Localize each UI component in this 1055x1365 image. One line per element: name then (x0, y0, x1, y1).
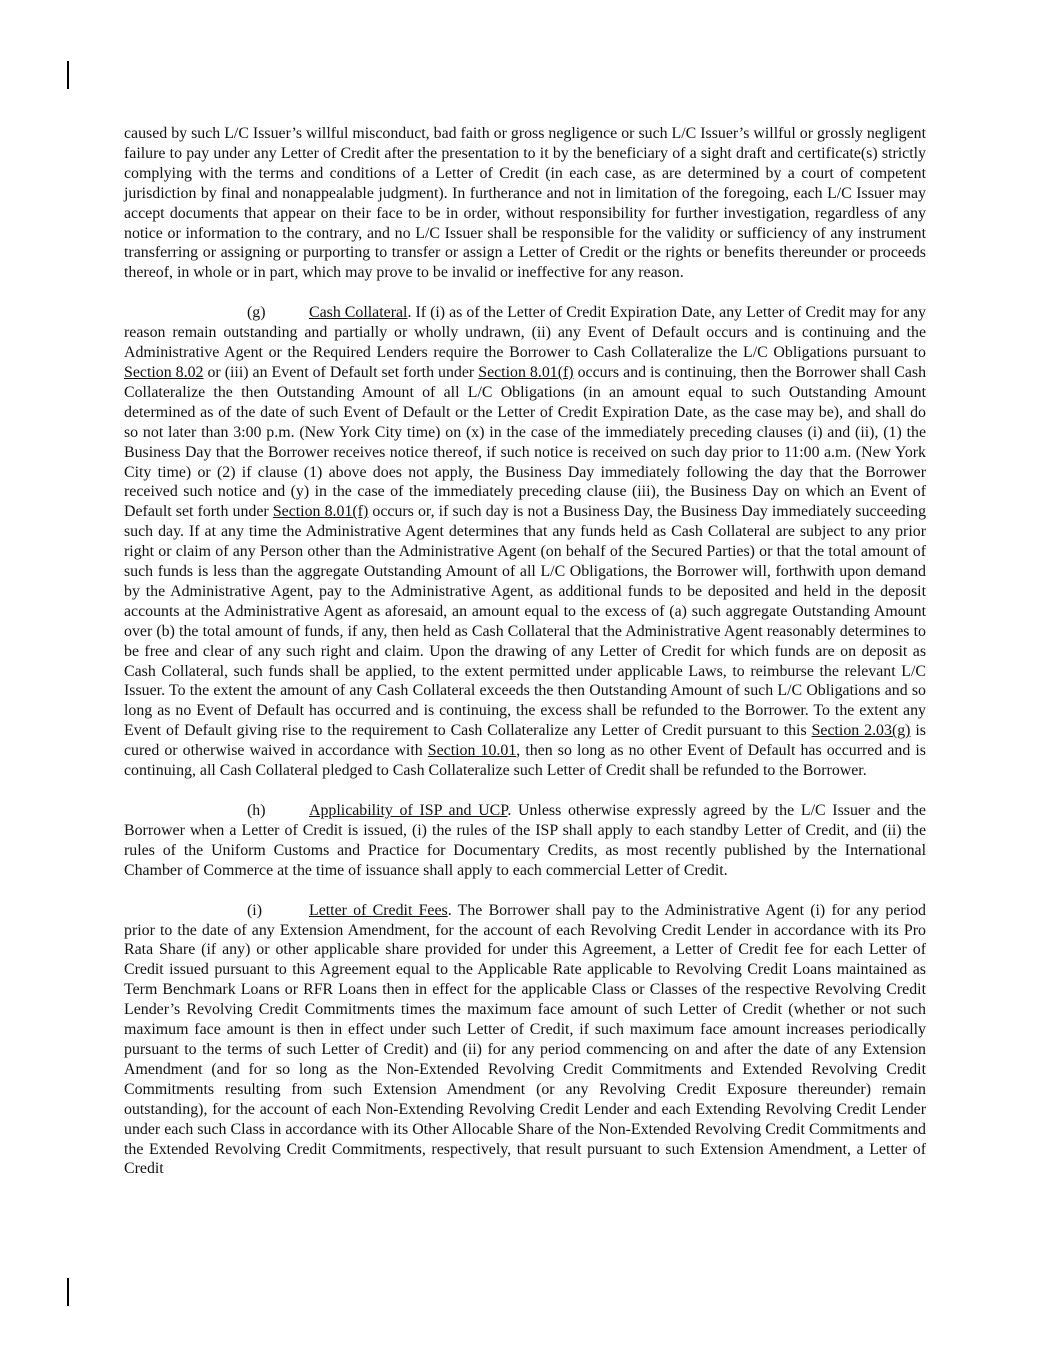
section-ref-8-01f: Section 8.01(f) (478, 363, 574, 381)
paragraph-f-continued (124, 124, 926, 283)
paragraph-h-text: . Unless otherwise expressly agreed by the L/C Issuer and the Borrower when a Letter of Credit is issued, (i) the rules of the ISP shall apply to each standby Letter of Credit, and (ii) the rules of the Uniform Customs and Practice for Documentary Credits, as most recently published by the International Chamber of Commerce at the time of issuance shall apply to each commercial Letter of Credit. (124, 802, 926, 879)
paragraph-g-text-1: . If (i) as of the Letter of Credit Expiration Date, any Letter of Credit may for any reason remain outstanding and partially or wholly undrawn, (ii) any Event of Default occurs and is continuing and the Administrative Agent or the Required Lenders require the Borrower to Cash Collateralize the L/C Obligations pursuant to (124, 304, 926, 362)
paragraph-g-text-5: is cured or otherwise waived in accordance with (124, 722, 926, 760)
heading-lc-fees: Letter of Credit Fees (309, 901, 448, 919)
paragraph-g (124, 303, 926, 781)
clause-marker-g: (g) (247, 304, 266, 322)
document-body (124, 124, 926, 1199)
paragraph-g-text-3: occurs and is continuing, then the Borrower shall Cash Collateralize the then Outstanding Amount of all L/C Obligations (in an amount equal to such Outstanding Amount determined as of the date of such Event of Default or the Letter of Credit Expiration Date, as the case may be), and shall do so not later than 3:00 p.m. (New York City time) on (x) in the case of the immediately preceding clauses (i) and (ii), (1) the Business Day that the Borrower receives notice thereof, if such notice is received on such day prior to 11:00 a.m. (New York City time) or (2) if clause (1) above does not apply, the Business Day immediately following the day that the Borrower received such notice and (y) in the case of the immediately preceding clause (iii), the Business Day on which an Event of Default set forth under (124, 363, 927, 521)
paragraph-f-text: caused by such L/C Issuer’s willful misconduct, bad faith or gross negligence or such L/C Issuer’s willful or grossly negligent failure to pay under any Letter of Credit after the presentation to it by the beneficiary of a sight draft and certificate(s) strictly complying with the terms and conditions of a Letter of Credit (in each case, as are determined by a court of competent jurisdiction by final and nonappealable judgment). In furtherance and not in limitation of the foregoing, each L/C Issuer may accept documents that appear on their face to be in order, without responsibility for further investigation, regardless of any notice or information to the contrary, and no L/C Issuer shall be responsible for the validity or sufficiency of any instrument transferring or assigning or purporting to transfer or assign a Letter of Credit or the rights or benefits thereunder or proceeds thereof, in whole or in part, which may prove to be invalid or ineffective for any reason. (124, 125, 926, 282)
paragraph-g-text-2: or (iii) an Event of Default set forth under (203, 363, 479, 381)
section-ref-8-01f-second: Section 8.01(f) (272, 503, 369, 521)
margin-bar-bottom (67, 1278, 69, 1306)
paragraph-i-text: . The Borrower shall pay to the Administrative Agent (i) for any period prior to the date of any Extension Amendment, for the account of each Revolving Credit Lender in accordance with its Pro Rata Share (if any) or other applicable share provided for under this Agreement, a Letter of Credit fee for each Letter of Credit issued pursuant to this Agreement equal to the Applicable Rate applicable to Revolving Credit Loans maintained as Term Benchmark Loans or RFR Loans then in effect for the applicable Class or Classes of the respective Revolving Credit Lender’s Revolving Credit Commitments times the maximum face amount of such Letter of Credit (whether or not such maximum face amount is then in effect under such Letter of Credit, if such maximum face amount increases periodically pursuant to the terms of such Letter of Credit) and (ii) for any period commencing on and after the date of any Extension Amendment (and for so long as the Non-Extended Revolving Credit Commitments and Extended Revolving Credit Commitments resulting from such Extension Amendment (or any Revolving Credit Exposure thereunder) remain outstanding), for the account of each Non-Extending Revolving Credit Lender and each Extending Revolving Credit Lender under each such Class in accordance with its Other Allocable Share of the Non-Extended Revolving Credit Commitments and the Extended Revolving Credit Commitments, respectively, that result pursuant to such Extension Amendment, a Letter of Credit (124, 901, 926, 1178)
paragraph-g-text-6: , then so long as no other Event of Default has occurred and is continuing, all Cash Collateral pledged to Cash Collateralize such Letter of Credit shall be refunded to the Borrower. (124, 742, 926, 780)
clause-marker-h: (h) (247, 802, 266, 819)
margin-bar-top (67, 61, 69, 89)
section-ref-2-03g: Section 2.03(g) (811, 722, 911, 740)
paragraph-g-text-4: occurs or, if such day is not a Business Day, the Business Day immediately succeeding such day. If at any time the Administrative Agent determines that any funds held as Cash Collateral are subject to any prior right or claim of any Person other than the Administrative Agent (on behalf of the Secured Parties) or that the total amount of such funds is less than the aggregate Outstanding Amount of all L/C Obligations, the Borrower will, forthwith upon demand by the Administrative Agent, pay to the Administrative Agent, as additional funds to be deposited and held in the deposit accounts at the Administrative Agent as aforesaid, an amount equal to the excess of (a) such aggregate Outstanding Amount over (b) the total amount of funds, if any, then held as Cash Collateral that the Administrative Agent reasonably determines to be free and clear of any such right and claim. Upon the drawing of any Letter of Credit for which funds are on deposit as Cash Collateral, such funds shall be applied, to the extent permitted under applicable Laws, to reimburse the relevant L/C Issuer. To the extent the amount of any Cash Collateral exceeds the then Outstanding Amount of such L/C Obligations and so long as no Event of Default has occurred and is continuing, the excess shall be refunded to the Borrower. To the extent any Event of Default giving rise to the requirement to Cash Collateralize any Letter of Credit pursuant to this (124, 503, 927, 740)
section-ref-10-01: Section 10.01 (427, 742, 517, 760)
paragraph-h (124, 801, 926, 881)
heading-isp-ucp: Applicability of ISP and UCP (309, 802, 508, 819)
clause-marker-i: (i) (247, 901, 262, 919)
heading-cash-collateral: Cash Collateral (309, 304, 408, 322)
paragraph-i (124, 901, 926, 1180)
section-ref-8-02: Section 8.02 (124, 363, 204, 381)
